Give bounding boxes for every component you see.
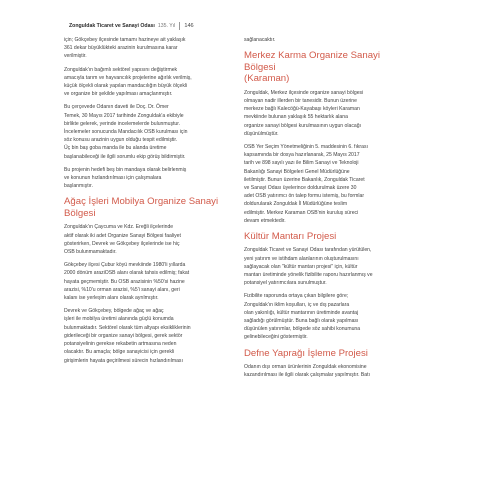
- paragraph: için; Gökçebey ilçesinde tamamı hazineye ait yaklaşık 361 dekar büyüklükteki arazinin kurulmasına karar verilmiştir.: [64, 37, 186, 60]
- left-column: [64, 36, 222, 370]
- paragraph: Fizibilite raporunda ortaya çıkan bilgilere göre; Zonguldak'ın iklim koşulları, iç ve dış pazarlara olan yakınlığı, kültür mantarının üretiminde avantaj sağladığı görülmüştür. Buna bağlı olarak yapılması düşünülen yatırımlar, bölgede söz sahibi konumuna gelinebileceğini göstermiştir.: [244, 293, 361, 341]
- paragraph: Gökçebey ilçesi Çubur köyü mevkiinde 1980'li yıllarda 2000 dönüm araziOSB alanı olarak tahsis edilmiş; fakat hayata geçmemiştir. Bu OSB arazisinin %50'si hazine arazisi, %10'u orman arazisi, %5'i sanayi alanı, geri kalanı ise yerleşim alanı olarak ayrılmıştır.: [64, 262, 190, 302]
- section-heading: Kültür Mantarı Projesi: [244, 230, 337, 242]
- paragraph: Zonguldak Ticaret ve Sanayi Odası tarafından yürütülen, yeni yatırım ve istihdam alanlarının oluşturulmasını sağlayacak olan "kültür mantarı projesi" için, kültür mantarı üretiminde yönelik fizibilite raporu hazırlanmış ve potansiyel yatırımcılara sunulmuştur.: [244, 247, 373, 287]
- section-heading: Defne Yaprağı İşleme Projesi: [244, 347, 368, 359]
- paragraph: sağlanacaktır.: [244, 37, 276, 43]
- organization-name: Zonguldak Ticaret ve Sanayi Odası: [69, 23, 155, 29]
- paragraph: Bu çerçevede Odanın daveti ile Doç. Dr. Ömer Temek, 30 Mayıs 2017 tarihinde Zonguldak'a ekibiyle birlikte gelerek, yerinde incelemelerde bulunmuştur. İncelemeler sonucunda Mandacılık OSB kurulması için söz konusu arazinin uygun olduğu tespit edilmiştir. Üç bin baş goba manda ile bu alanda üretime başlanabileceği ile ilgili sorumlu ekip görüş bildirmiştir.: [64, 104, 188, 160]
- paragraph: Zonguldak, Merkez ilçesinde organize sanayi bölgesi olmayan nadir illerden bir tanesidir. Bunun üzerine merkeze bağlı Kalecöğü-Kayabaşı köyleri Karaman mevkiinde bulunan yaklaşık 55 hektarlık alana organize sanayi bölgesi kurulmasının uygun olacağı düşünülmüştür.: [244, 89, 364, 137]
- paragraph: Odanın dışı orman ürünlerinin Zonguldak ekonomisine kazandırılması ile ilgili olarak çalışmalar yapılmıştır. Batı: [244, 364, 370, 379]
- section-heading: Merkez Karma Organize Sanayi Bölgesi (Karaman): [244, 50, 380, 85]
- paragraph: Zonguldak'ın Çaycuma ve Kdz. Ereğli ilçelerinde aktif olarak iki adet Organize Sanayi Bölgesi faaliyet gösterirken, Devrek ve Gökçebey ilçelerinde ise hiç OSB bulunmamaktadır.: [64, 224, 181, 256]
- paragraph: OSB Yer Seçim Yönetmeliğinin 5. maddesinin 6. fıkrası kapsamında bir dosya hazırlanarak, 25 Mayıs 2017 tarih ve 898 sayılı yazı ile Bilim Sanayi ve Teknoloji Bakanlığı Sanayi Bölgeleri Genel Müdürlüğüne iletilmiştir. Bunun üzerine Bakanlık, Zonguldak Ticaret ve Sanayi Odası üyelerince doldurulmak üzere 30 adet OSB yatırımcı ön talep formu istemiş, bu formlar doldurularak Zonguldak İl Müdürlüğüne teslim edilmiştir. Merkez Karaman OSB'nin kuruluş süreci devam etmektedir.: [244, 143, 368, 224]
- right-column: [244, 36, 404, 385]
- header-divider: [179, 22, 180, 30]
- page-number: 146: [184, 23, 194, 29]
- anniversary-label: 135. Yıl: [157, 23, 176, 29]
- section-heading: Ağaç İşleri Mobilya Organize Sanayi Bölgesi: [64, 196, 219, 219]
- paragraph: Devrek ve Gökçebey, bölgede ağaç ve ağaç işleri ile mobilya üretimi alanında güçlü konumda bulunmaktadır. Sektörel olarak tüm altyapı eksikliklerinin giderileceği bir organize sanayi bölgesi, gerek sektör potansiyelinin gerekse rekabetin artmasına neden olacaktır. Bu amaçla; bölge sanayicisi için gerekli girişimlerin hayata geçirilmesi sürecin hızlandırılması: [64, 308, 191, 364]
- paragraph: Bu projenin hedefi beş bin mandaya olarak belirlenmiş ve konunun hızlandırılması için çalışmalara başlanmıştır.: [64, 166, 187, 190]
- paragraph: Zonguldak'ın bağımlı sektörel yapısını değiştirmek amacıyla tarım ve hayvancılık projelerine ağırlık verilmiş, küçük ölçekli olarak yapılan mandacılığın büyük ölçekli ve organize bir şekilde yapılması amaçlanmıştır.: [64, 66, 192, 98]
- page-header: [69, 21, 194, 31]
